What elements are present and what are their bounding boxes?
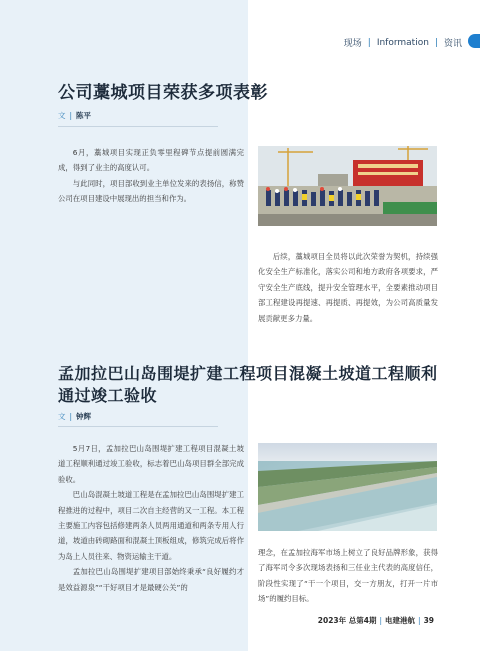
- section-divider: |: [367, 37, 371, 48]
- paragraph: 巴山岛混凝土坡道工程是在孟加拉巴山岛围堤扩建工程推进的过程中，项目二次自主经营的又一工程。本工程主要施工内容包括修建两条人员两用通道和两条专用人行道，坡道由砖砌路面和混凝土顶板组成，修筑完成后将作为岛上人员往来、物资运输主干道。: [58, 490, 244, 561]
- article1-right-column: [258, 249, 438, 326]
- footer-issue: 总第4期: [348, 616, 377, 625]
- article2-byline: [58, 411, 91, 422]
- paragraph: 6月，藁城项目实现正负零里程碑节点提前圆满完成，得到了业主的高度认可。: [58, 148, 244, 173]
- section-divider: |: [434, 37, 438, 48]
- article2-right-column: [258, 545, 438, 607]
- corner-tab: [468, 34, 480, 48]
- footer-divider: |: [418, 616, 421, 625]
- paragraph: 理念，在孟加拉海军市场上树立了良好品牌形象，获得了海军司令多次现场表扬和三任业主代表的高度信任，阶段性实现了“干一个项目，交一方朋友，打开一片市场”的履约目标。: [258, 548, 438, 604]
- byline-label: 文: [58, 412, 66, 421]
- section-category-cn2: 资讯: [443, 39, 462, 49]
- island-aerial-photo-image: [258, 443, 437, 531]
- footer-page-number: 39: [423, 616, 434, 625]
- paragraph: 5月7日，孟加拉巴山岛围堤扩建工程项目混凝土坡道工程顺利通过竣工验收，标志着巴山岛项目群全部完成验收。: [58, 444, 244, 484]
- ceremony-photo-image: [258, 146, 437, 226]
- footer-magazine: 电建港航: [385, 616, 416, 625]
- paragraph: 孟加拉巴山岛围堤扩建项目部始终秉承“良好履约才是效益源泉”“干好项目才是最硬公关”的: [58, 567, 244, 592]
- section-header: [344, 36, 462, 49]
- article2-rule: [58, 426, 218, 427]
- footer-year: 2023年: [317, 616, 347, 625]
- paragraph: 后续，藁城项目全员将以此次荣誉为契机，持续强化安全生产标准化，落实公司和地方政府各项要求，严守安全生产底线，提升安全管理水平，全要素推动项目部工程建设再提速、再提质、再提效，为公司高质量发展贡献更多力量。: [258, 252, 438, 323]
- byline-label: 文: [58, 111, 66, 120]
- section-category-en: Information: [376, 37, 429, 48]
- article1-title: 公司藁城项目荣获多项表彰: [58, 83, 268, 103]
- paragraph: 与此同时，项目部收到业主单位发来的表扬信，称赞公司在项目建设中展现出的担当和作为。: [58, 178, 244, 204]
- byline-bar: |: [69, 111, 73, 120]
- article2-left-column: [58, 441, 244, 595]
- article1-rule: [58, 126, 218, 127]
- page-footer: [318, 615, 434, 626]
- article2-author: 钟辉: [76, 412, 92, 421]
- article2-title: 孟加拉巴山岛围堤扩建工程项目混凝土坡道工程顺利通过竣工验收: [58, 364, 438, 405]
- article1-left-column: [58, 145, 244, 207]
- ceremony-photo: [258, 146, 437, 226]
- section-category-cn: 现场: [343, 39, 362, 49]
- article1-byline: [58, 110, 91, 121]
- article1-author: 陈平: [76, 111, 92, 120]
- island-aerial-photo: [258, 443, 437, 531]
- byline-bar: |: [69, 412, 73, 421]
- footer-divider: |: [379, 616, 383, 625]
